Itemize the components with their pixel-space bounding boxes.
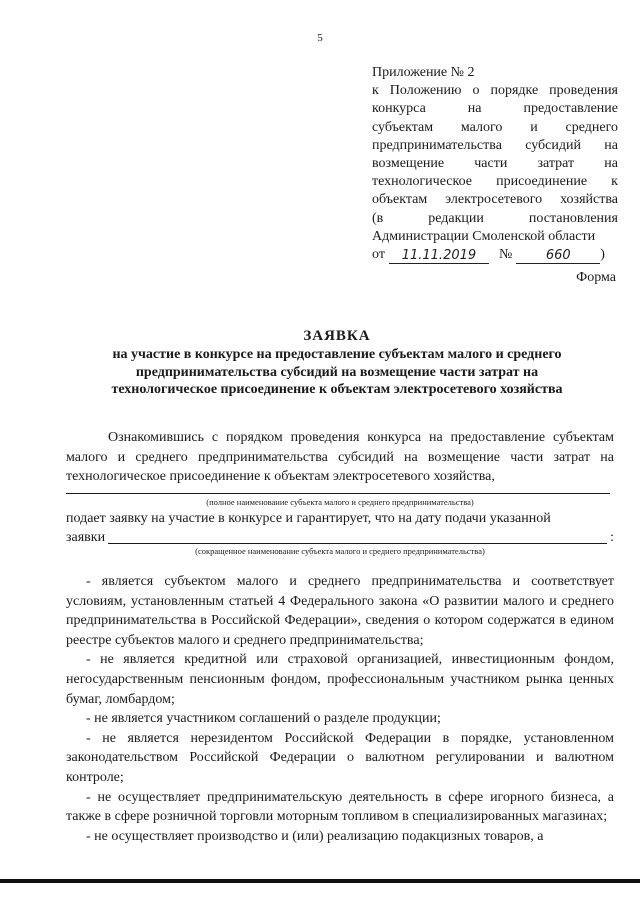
list-item: - не осуществляет предпринимательскую деятельность в сфере игорного бизнеса, а также в сфере розничной торговли моторным топливом в специализированных магазинах; [66,789,614,825]
submits-text: подает заявку на участие в конкурсе и гарантирует, что на дату подачи указанной [66,511,551,526]
full-name-caption: (полное наименование субъекта малого и среднего предпринимательства) [206,497,474,507]
handwritten-number: 660 [516,249,600,264]
document-heading [60,326,614,399]
heading-subtitle-line: на участие в конкурсе на предоставление субъектам малого и среднего [112,347,562,362]
application-colon: : [610,530,614,545]
appendix-date-line [372,246,618,264]
conditions-list [66,572,614,846]
application-word: заявки [66,530,106,545]
number-prefix: № [498,247,513,263]
list-item: - не является нерезидентом Российской Федерации в порядке, установленном законодательством Российской Федерации о валютном регулировании и валютном контроле; [66,730,614,785]
list-item: - не является кредитной или страховой организацией, инвестиционным фондом, негосударственным пенсионным фондом, профессиональным участником рынка ценных бумаг, ломбардом; [66,652,614,707]
scan-edge-bar [0,879,640,905]
appendix-line: субъектам малого и среднего [372,119,618,135]
appendix-block [372,64,618,264]
list-item: - не осуществляет производство и (или) реализацию подакцизных товаров, а [86,828,544,844]
short-name-caption: (сокращенное наименование субъекта малого и среднего предпринимательства) [195,546,485,556]
appendix-line: конкурса на предоставление [372,101,618,117]
appendix-line: к Положению о порядке проведения [372,83,618,99]
short-name-blank [108,543,607,544]
handwritten-date: 11.11.2019 [389,249,489,264]
page-number: 5 [317,32,323,44]
date-prefix: от [372,247,385,263]
closing-paren: ) [600,247,605,263]
appendix-line: объектам электросетевого хозяйства [372,192,618,208]
form-label: Форма [576,270,616,285]
list-item: - является субъектом малого и среднего предпринимательства и соответствует условиям, установленным статьей 4 Федерального закона «О развитии малого и среднего предпринимательства в Российской Федерации», сведения о котором содержатся в едином реестре субъектов малого и среднего предпринимательства; [66,574,614,648]
appendix-line: предпринимательства субсидий на [372,137,618,153]
appendix-line: возмещение части затрат на [372,156,618,172]
heading-title: ЗАЯВКА [303,328,371,344]
heading-subtitle-line: предпринимательства субсидий на возмещение части затрат на [135,364,539,380]
heading-subtitle-line: технологическое присоединение к объектам электросетевого хозяйства [111,382,563,397]
appendix-line: Приложение № 2 [372,65,475,80]
full-name-blank [66,493,610,494]
appendix-line: (в редакции постановления [372,210,618,226]
appendix-line: Администрации Смоленской области [372,228,596,244]
list-item: - не является участником соглашений о разделе продукции; [86,711,441,727]
appendix-line: технологическое присоединение к [372,174,618,190]
application-line [66,528,614,548]
intro-paragraph: Ознакомившись с порядком проведения конкурса на предоставление субъектам малого и среднего предпринимательства субсидий на возмещение части затрат на технологическое присоединение к объектам электросетевого хозяйства, [66,430,614,484]
